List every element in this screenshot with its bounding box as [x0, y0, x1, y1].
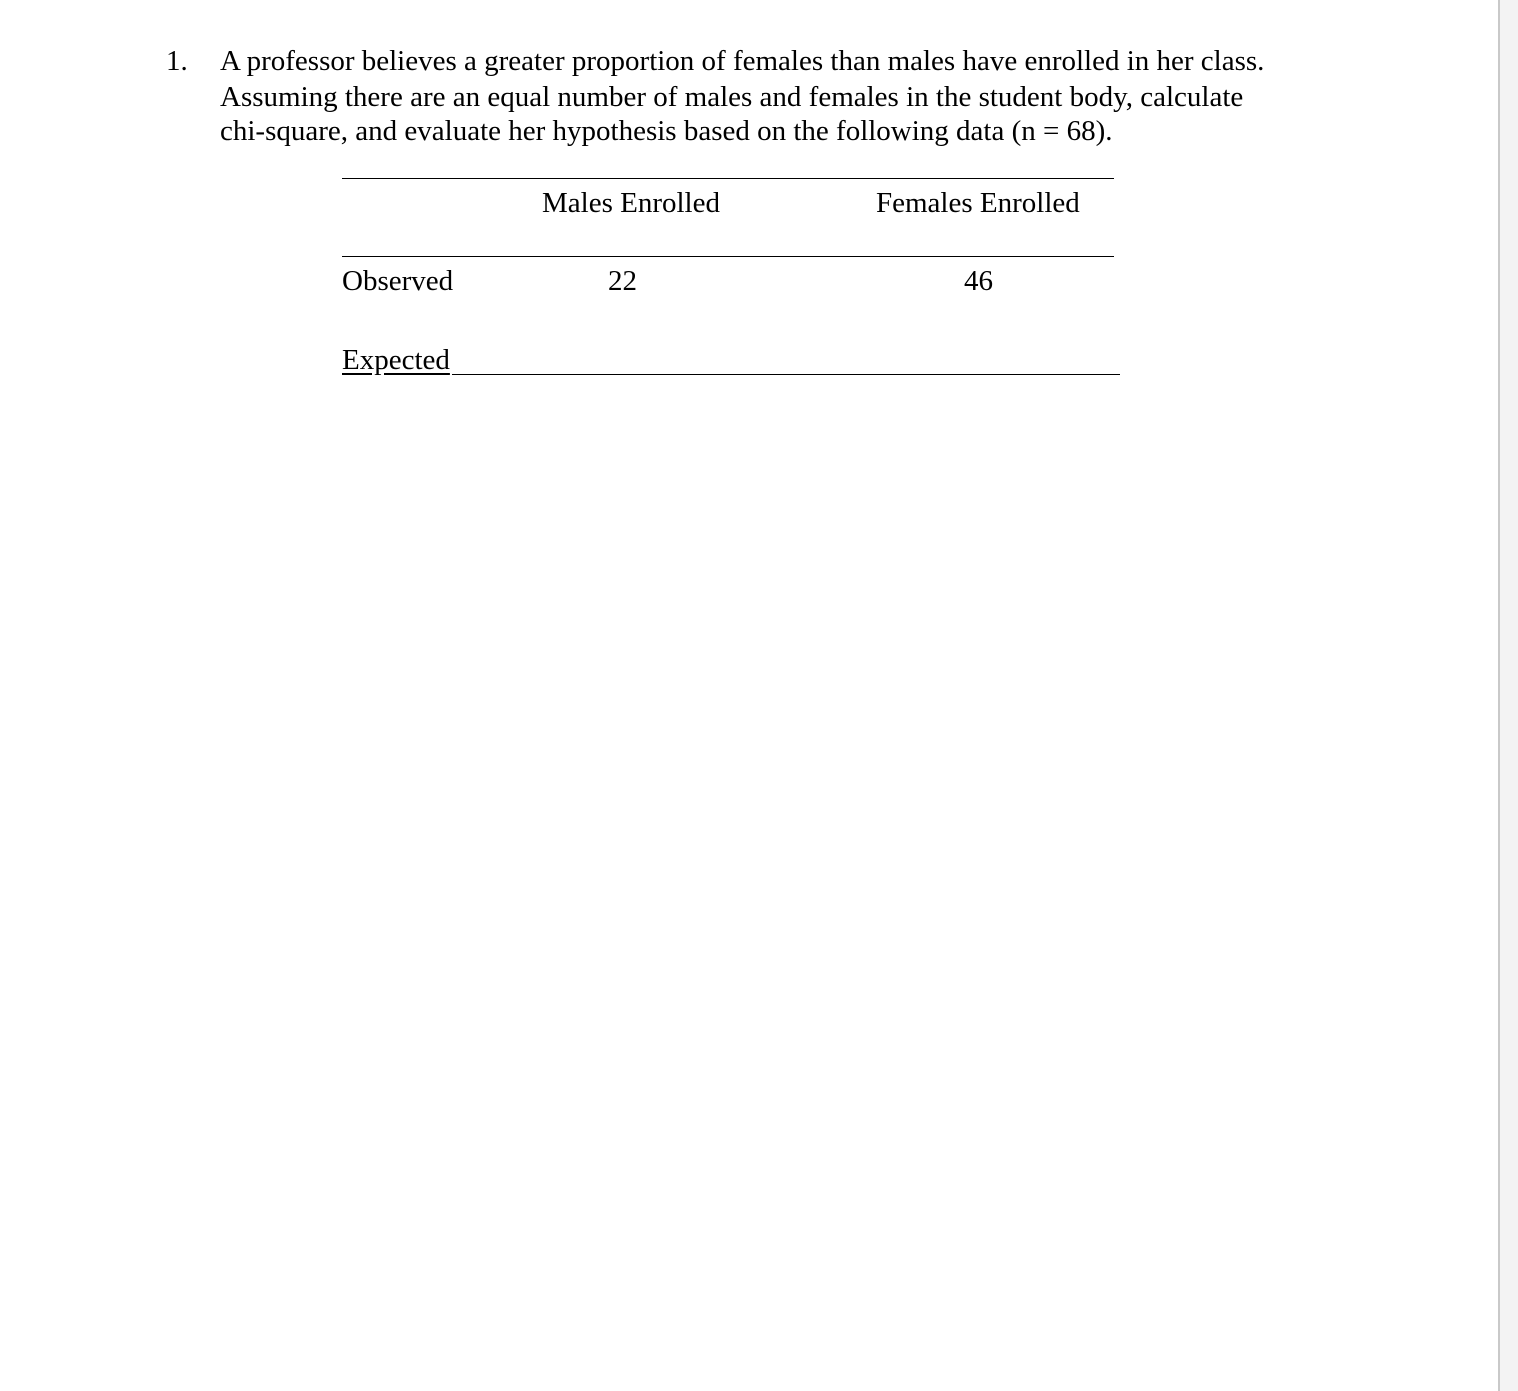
question-text-line-3: chi-square, and evaluate her hypothesis based on the following data (n = 68). [220, 115, 1113, 147]
row-label-observed: Observed [342, 265, 454, 297]
header-males-enrolled: Males Enrolled [542, 187, 720, 219]
right-gutter [1500, 0, 1518, 1391]
question-number: 1. [166, 45, 188, 77]
table-header-rule [342, 256, 1114, 257]
question-text-line-1: A professor believes a greater proportion of females than males have enrolled in her class. [220, 45, 1265, 77]
expected-answer-line [452, 374, 1120, 375]
observed-females-value: 46 [964, 265, 993, 297]
table-top-rule [342, 178, 1114, 179]
observed-males-value: 22 [608, 265, 637, 297]
header-females-enrolled: Females Enrolled [876, 187, 1080, 219]
row-label-expected: Expected [342, 344, 450, 376]
question-text-line-2: Assuming there are an equal number of males and females in the student body, calculate [220, 81, 1244, 113]
